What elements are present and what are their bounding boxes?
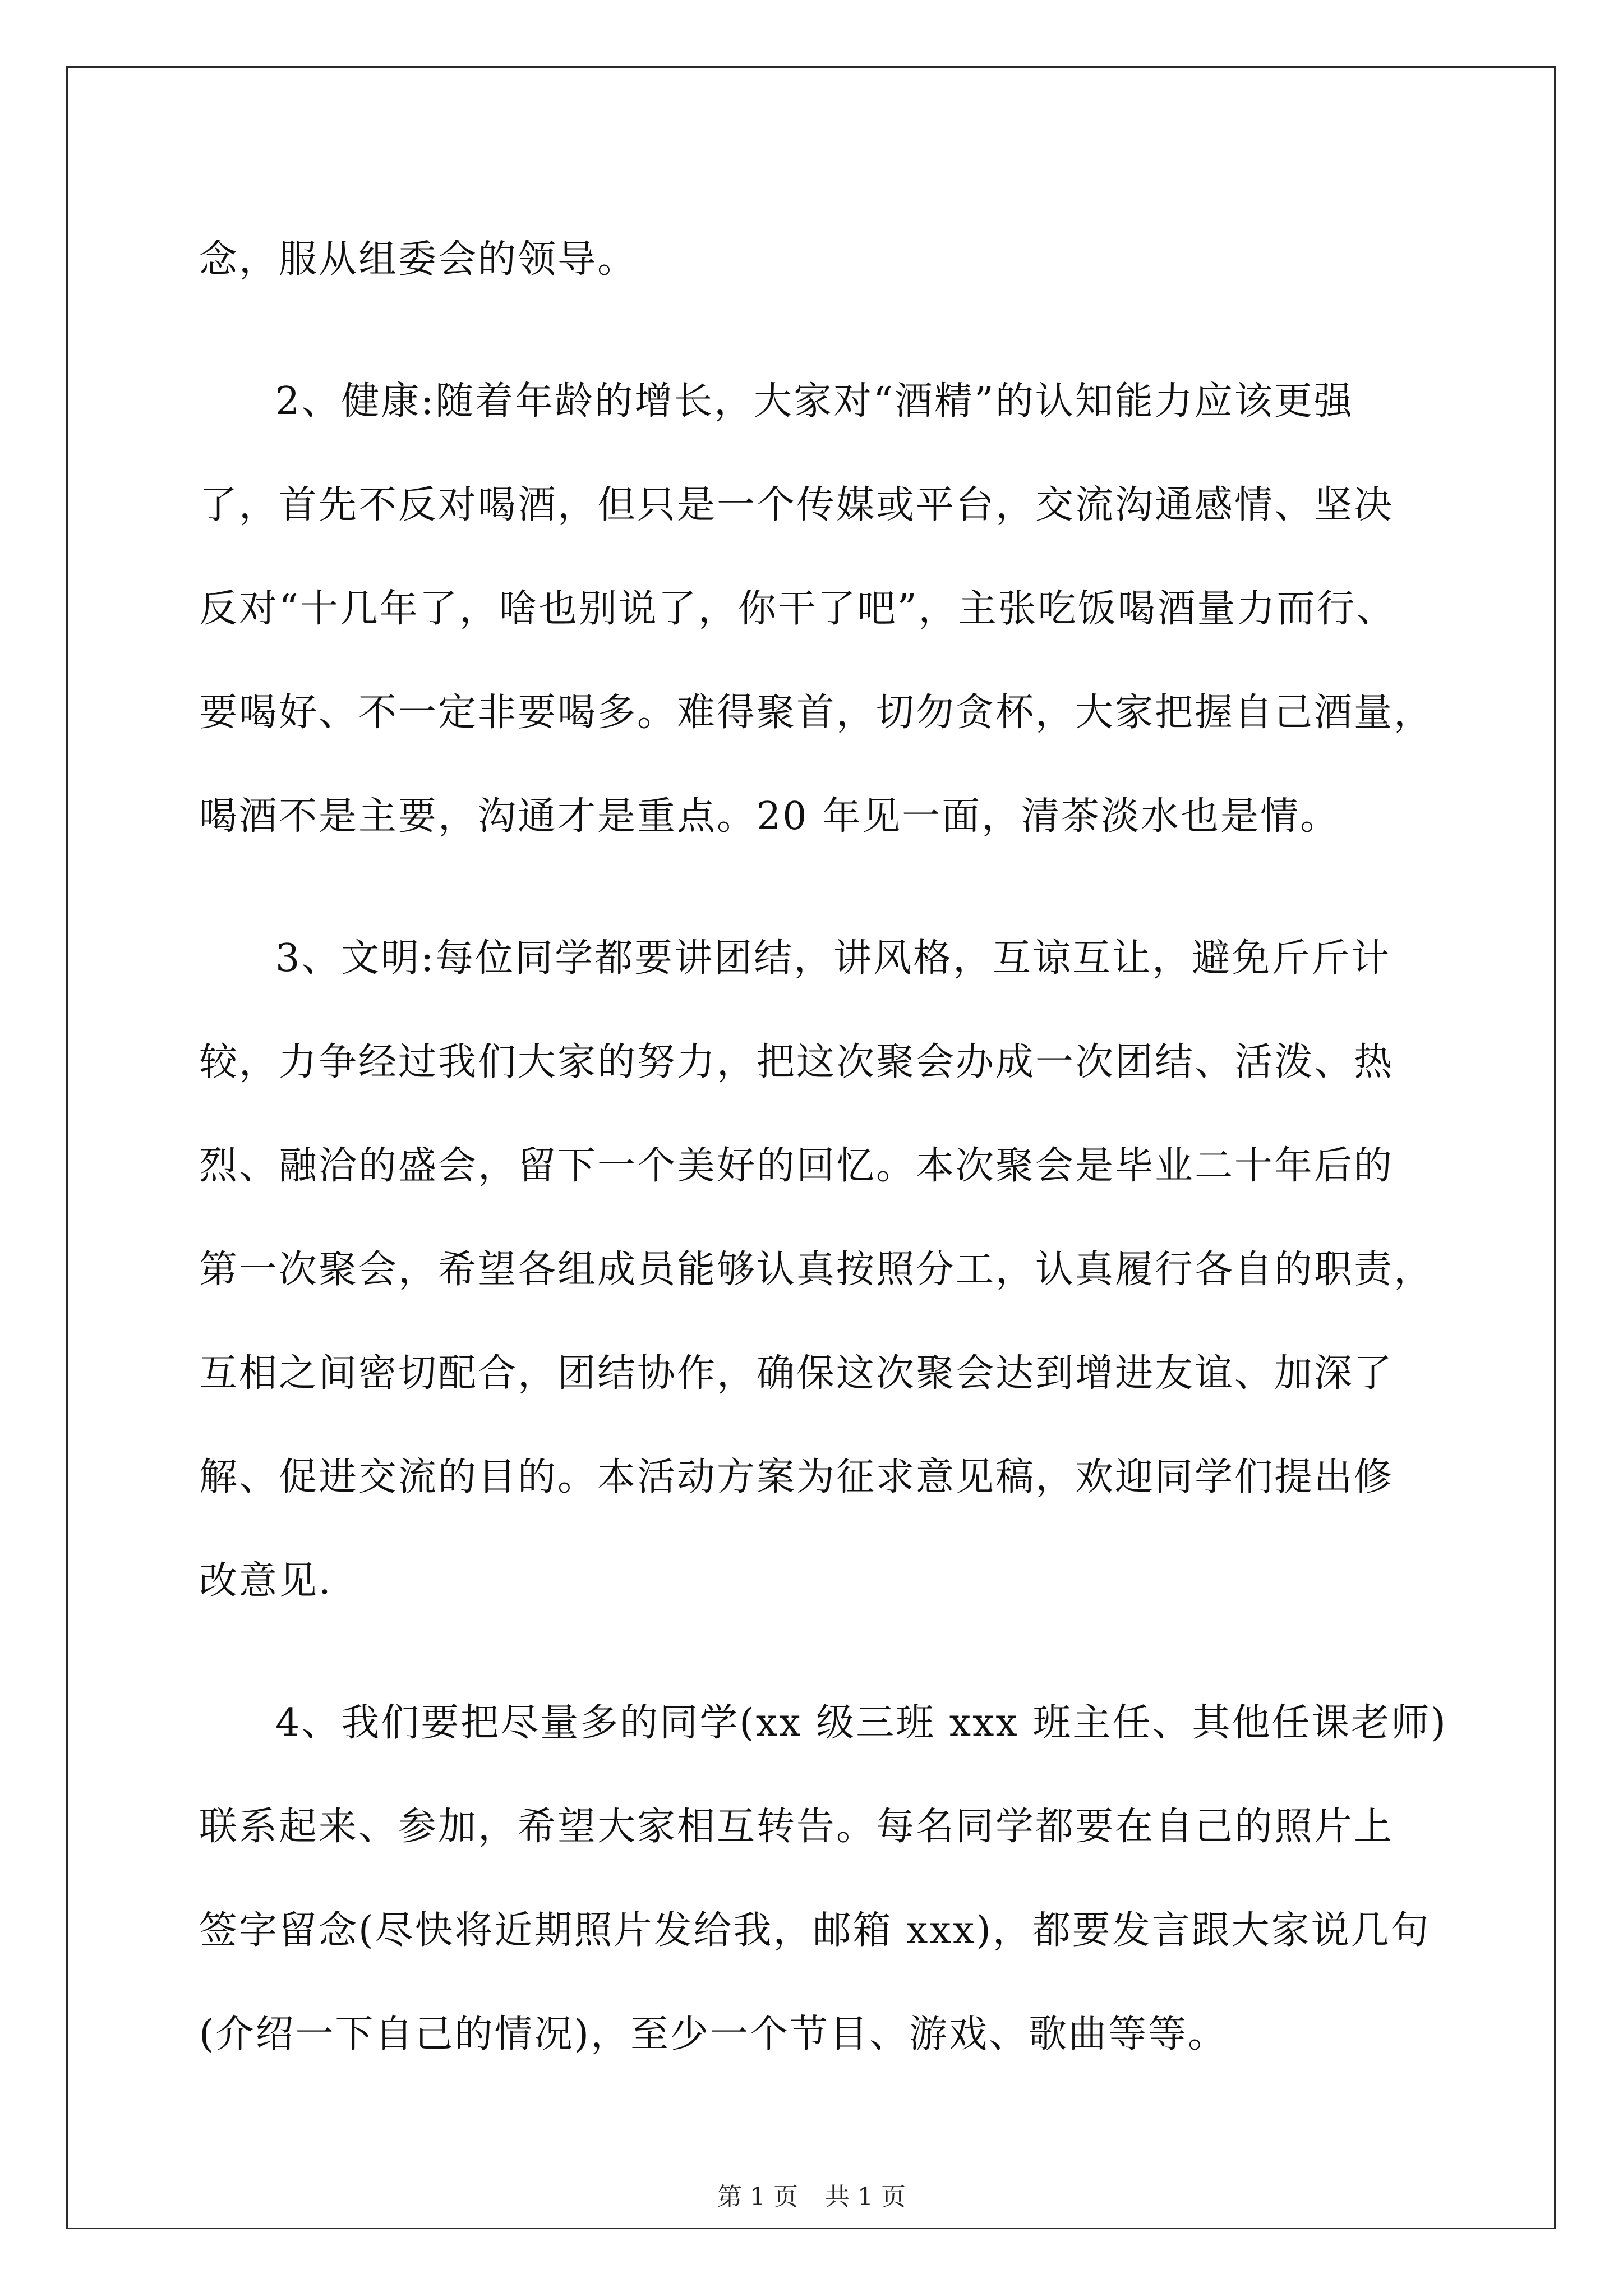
text-line: 第一次聚会，希望各组成员能够认真按照分工，认真履行各自的职责， [199, 1248, 1434, 1292]
text-line: 联系起来、参加，希望大家相互转告。每名同学都要在自己的照片上 [199, 1805, 1394, 1849]
page-footer [0, 2177, 1623, 2212]
paragraph-health-start: 2、健康:随着年龄的增长，大家对“酒精”的认知能力应该更强 [275, 379, 1354, 424]
text-line: 反对“十几年了，啥也别说了，你干了吧”，主张吃饭喝酒量力而行、 [199, 587, 1396, 631]
paragraph-civility-start: 3、文明:每位同学都要讲团结，讲风格，互谅互让，避免斤斤计 [275, 936, 1391, 981]
document-body [199, 208, 1447, 2086]
text-line: (介绍一下自己的情况)，至少一个节目、游戏、歌曲等等。 [199, 2012, 1228, 2056]
text-line: 念，服从组委会的领导。 [199, 237, 638, 282]
page-total: 共 1 页 [825, 2183, 906, 2211]
text-line: 烈、融洽的盛会，留下一个美好的回忆。本次聚会是毕业二十年后的 [199, 1144, 1394, 1188]
text-line: 喝酒不是主要，沟通才是重点。20 年见一面，清茶淡水也是情。 [199, 794, 1340, 839]
text-line: 较，力争经过我们大家的努力，把这次聚会办成一次团结、活泼、热 [199, 1040, 1394, 1084]
text-line: 改意见. [199, 1559, 333, 1603]
page-number: 第 1 页 [717, 2183, 798, 2211]
text-line: 互相之间密切配合，团结协作，确保这次聚会达到增进友谊、加深了 [199, 1351, 1394, 1396]
paragraph-contact-start: 4、我们要把尽量多的同学(xx 级三班 xxx 班主任、其他任课老师) [275, 1701, 1447, 1745]
text-line: 签字留念(尽快将近期照片发给我，邮箱 xxx)，都要发言跟大家说几句 [199, 1908, 1431, 1953]
text-line: 了，首先不反对喝酒，但只是一个传媒或平台，交流沟通感情、坚决 [199, 483, 1394, 527]
text-line: 要喝好、不一定非要喝多。难得聚首，切勿贪杯，大家把握自己酒量， [199, 691, 1434, 735]
text-line: 解、促进交流的目的。本活动方案为征求意见稿，欢迎同学们提出修 [199, 1455, 1394, 1499]
